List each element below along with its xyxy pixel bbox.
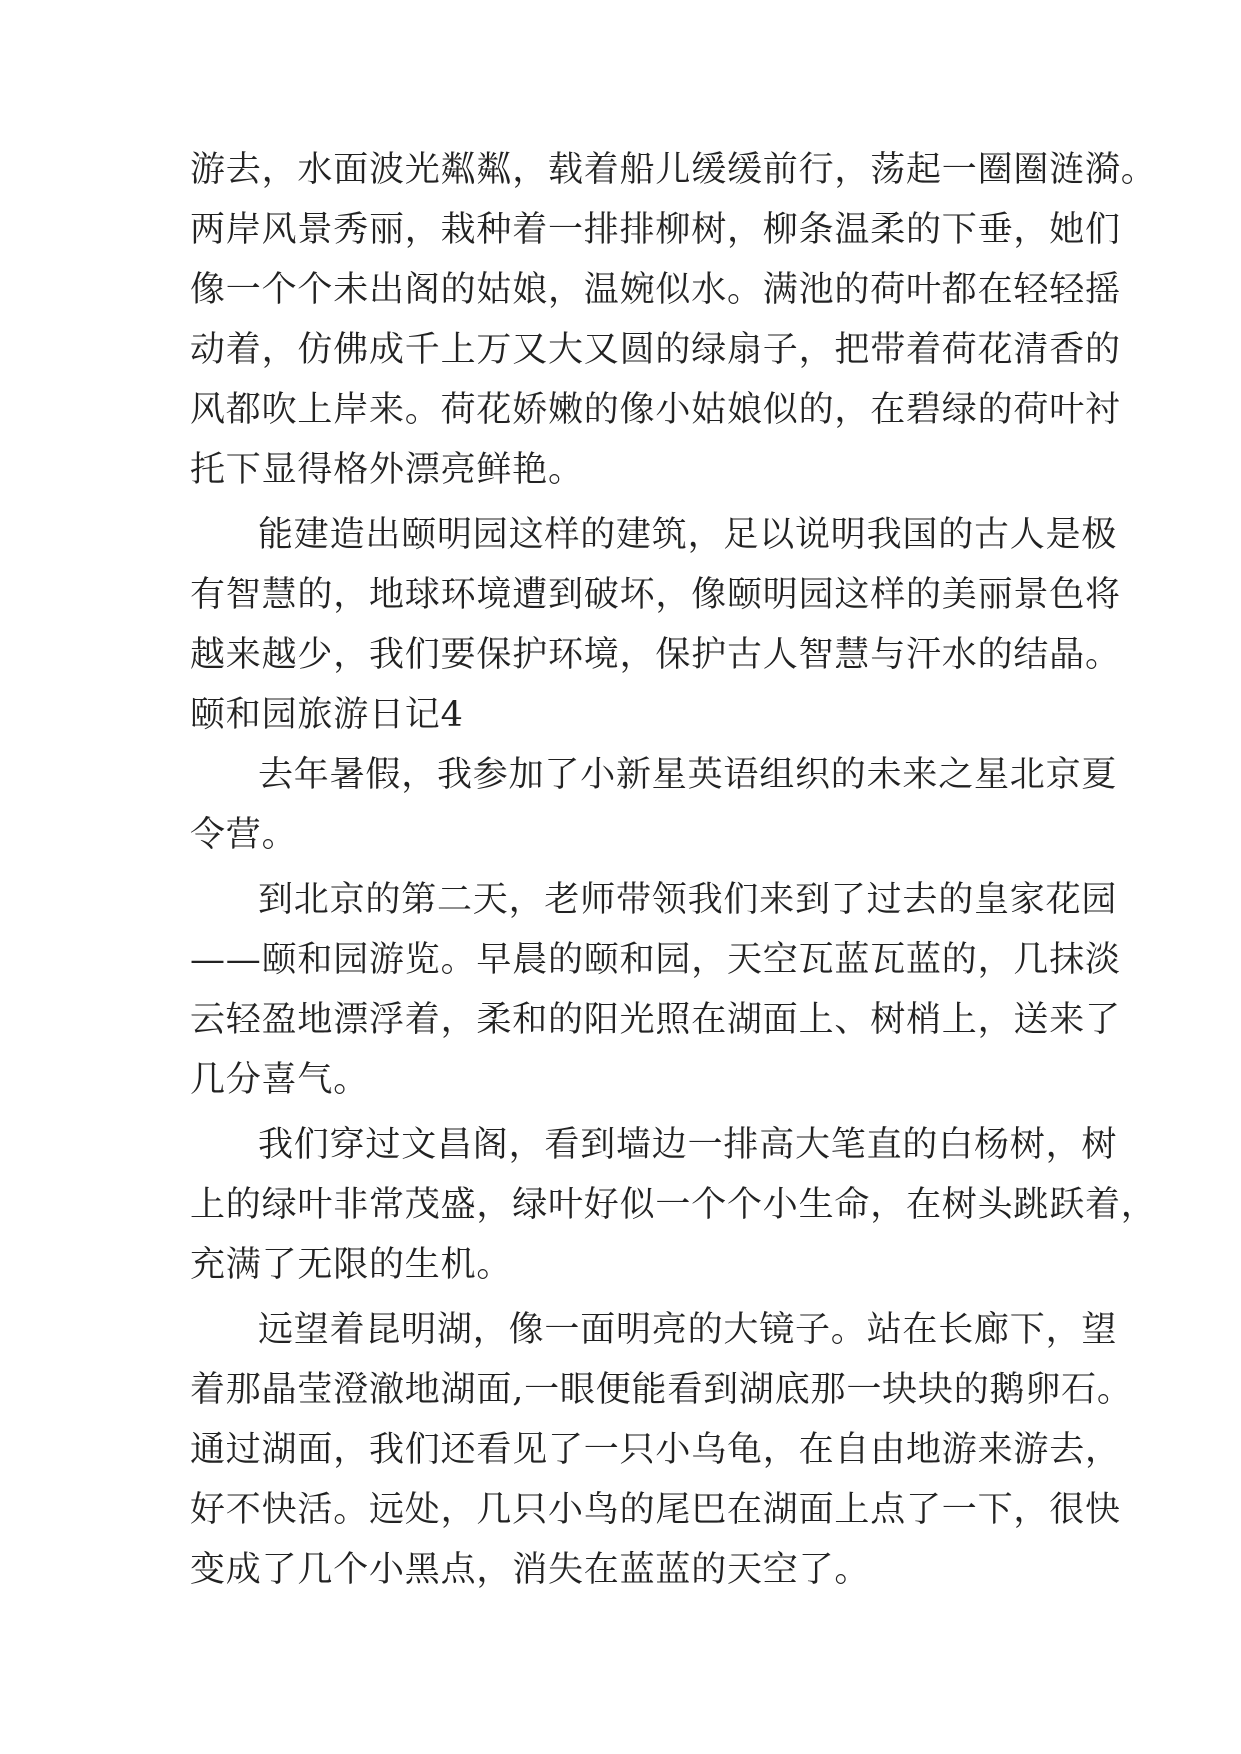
text-line: 动着，仿佛成千上万又大又圆的绿扇子，把带着荷花清香的 [190,330,1121,370]
text-line: 着那晶莹澄澈地湖面,一眼便能看到湖底那一块块的鹅卵石。 [190,1370,1133,1410]
text-line: 通过湖面，我们还看见了一只小乌龟，在自由地游来游去， [190,1430,1121,1470]
paragraph-start-line: 远望着昆明湖，像一面明亮的大镜子。站在长廊下，望 [258,1310,1118,1350]
text-line: 有智慧的，地球环境遭到破坏，像颐明园这样的美丽景色将 [190,575,1121,615]
text-line: 像一个个未出阁的姑娘，温婉似水。满池的荷叶都在轻轻摇 [190,270,1121,310]
section-heading: 颐和园旅游日记4 [190,695,464,735]
text-line: 两岸风景秀丽，栽种着一排排柳树，柳条温柔的下垂，她们 [190,210,1121,250]
text-line: 托下显得格外漂亮鲜艳。 [190,450,584,490]
paragraph-start-line: 到北京的第二天，老师带领我们来到了过去的皇家花园 [258,880,1118,920]
text-line: 云轻盈地漂浮着，柔和的阳光照在湖面上、树梢上，送来了 [190,1000,1121,1040]
text-line: 充满了无限的生机。 [190,1245,513,1285]
text-line: 上的绿叶非常茂盛，绿叶好似一个个小生命，在树头跳跃着， [190,1185,1157,1225]
text-line: 令营。 [190,815,298,855]
text-line: ——颐和园游览。早晨的颐和园，天空瓦蓝瓦蓝的，几抹淡 [190,940,1121,980]
text-line: 变成了几个小黑点，消失在蓝蓝的天空了。 [190,1550,871,1590]
text-line: 几分喜气。 [190,1060,370,1100]
text-line: 越来越少，我们要保护环境，保护古人智慧与汗水的结晶。 [190,635,1121,675]
text-line: 好不快活。远处，几只小鸟的尾巴在湖面上点了一下，很快 [190,1490,1121,1530]
text-line: 风都吹上岸来。荷花娇嫩的像小姑娘似的，在碧绿的荷叶衬 [190,390,1121,430]
text-line: 游去，水面波光粼粼，载着船儿缓缓前行，荡起一圈圈涟漪。 [190,150,1157,190]
paragraph-start-line: 去年暑假，我参加了小新星英语组织的未来之星北京夏 [258,755,1118,795]
paragraph-start-line: 我们穿过文昌阁，看到墙边一排高大笔直的白杨树，树 [258,1125,1118,1165]
paragraph-start-line: 能建造出颐明园这样的建筑，足以说明我国的古人是极 [258,515,1118,555]
